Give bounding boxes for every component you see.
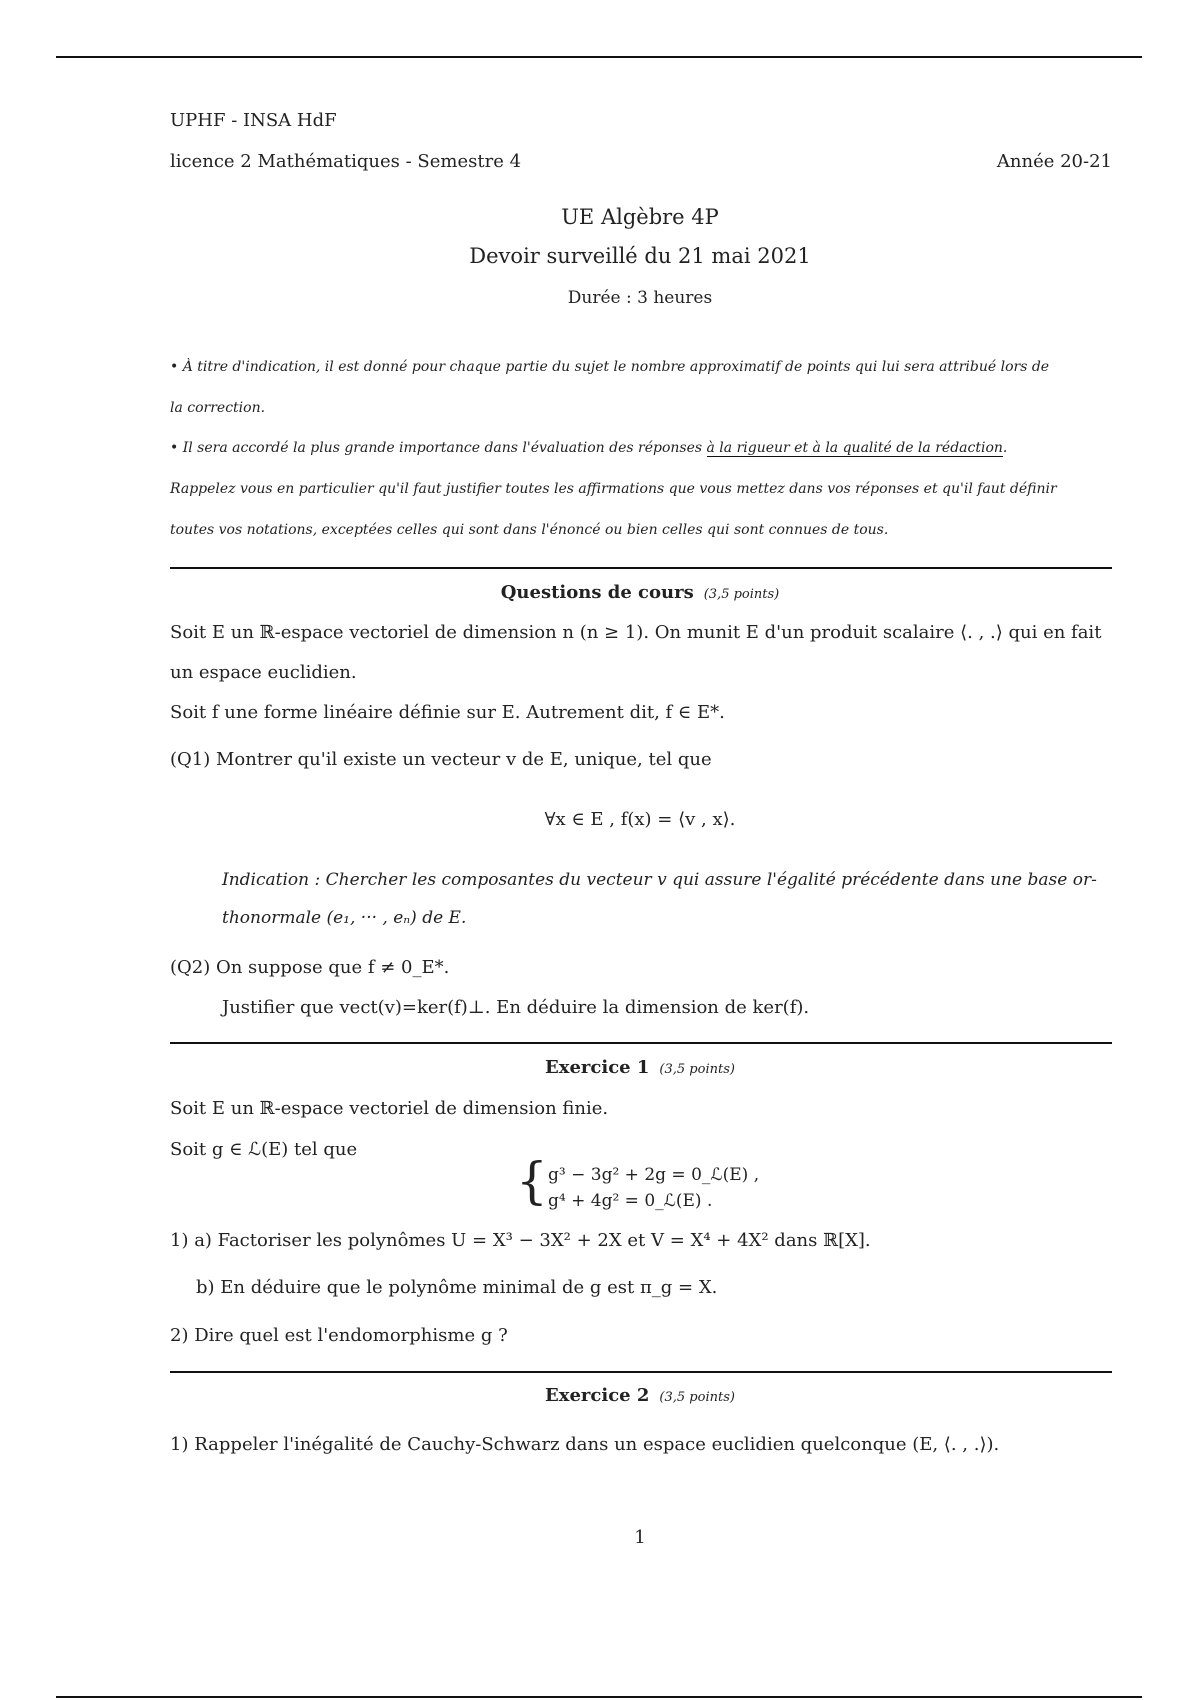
exam-duration: Durée : 3 heures bbox=[567, 288, 713, 308]
page-number: 1 bbox=[634, 1527, 646, 1548]
instruction-line-2: la correction. bbox=[170, 400, 266, 416]
system-equation-2: g⁴ + 4g² = 0_ℒ(E) . bbox=[548, 1191, 713, 1211]
section-rule-cours bbox=[170, 567, 1112, 569]
ex1-paragraph-1: Soit E un ℝ-espace vectoriel de dimension finie. bbox=[170, 1098, 609, 1119]
q1-formula: ∀x ∈ E , f(x) = ⟨v , x⟩. bbox=[544, 809, 736, 830]
academic-year: Année 20-21 bbox=[996, 151, 1112, 172]
instruction-line-5: toutes vos notations, exceptées celles qui sont dans l'énoncé ou bien celles qui sont connues de tous. bbox=[170, 522, 889, 538]
cours-paragraph-2: un espace euclidien. bbox=[170, 662, 357, 683]
institution: UPHF - INSA HdF bbox=[170, 110, 337, 131]
ex1-question-1b: b) En déduire que le polynôme minimal de g est π_g = X. bbox=[196, 1277, 718, 1298]
ex2-question-1: 1) Rappeler l'inégalité de Cauchy-Schwarz dans un espace euclidien quelconque (E, ⟨. , .⟩). bbox=[170, 1434, 1000, 1455]
cours-paragraph-1: Soit E un ℝ-espace vectoriel de dimension n (n ≥ 1). On munit E d'un produit scalaire ⟨. , .⟩ qui en fait bbox=[170, 622, 1102, 643]
section-title-ex1-label: Exercice 1 bbox=[545, 1057, 650, 1078]
indication-line-2: thonormale (e₁, ··· , eₙ) de E. bbox=[222, 908, 467, 928]
question-q2: (Q2) On suppose que f ≠ 0_E*. bbox=[170, 957, 450, 978]
section-title-ex2-label: Exercice 2 bbox=[545, 1385, 650, 1406]
bottom-rule bbox=[56, 1696, 1142, 1698]
instruction-emphasis: à la rigueur et à la qualité de la rédaction bbox=[706, 440, 1003, 456]
course-title: UE Algèbre 4P bbox=[561, 205, 719, 229]
section-points-ex1: (3,5 points) bbox=[659, 1062, 735, 1077]
question-q1: (Q1) Montrer qu'il existe un vecteur v de E, unique, tel que bbox=[170, 749, 712, 770]
section-rule-ex1 bbox=[170, 1042, 1112, 1044]
exam-title: Devoir surveillé du 21 mai 2021 bbox=[469, 244, 811, 268]
section-title-cours-label: Questions de cours bbox=[500, 582, 694, 603]
ex1-question-1a: 1) a) Factoriser les polynômes U = X³ − 3X² + 2X et V = X⁴ + 4X² dans ℝ[X]. bbox=[170, 1230, 871, 1251]
section-points-cours: (3,5 points) bbox=[703, 587, 780, 602]
instruction-line-3-start: • Il sera accordé la plus grande importance dans l'évaluation des réponses bbox=[170, 440, 707, 456]
ex1-question-2: 2) Dire quel est l'endomorphisme g ? bbox=[170, 1325, 508, 1346]
question-q2-part-b: Justifier que vect(v)=ker(f)⊥. En déduire la dimension de ker(f). bbox=[222, 997, 810, 1018]
ex1-paragraph-2: Soit g ∈ ℒ(E) tel que bbox=[170, 1139, 358, 1160]
cours-paragraph-3: Soit f une forme linéaire définie sur E. Autrement dit, f ∈ E*. bbox=[170, 702, 725, 723]
top-rule bbox=[56, 56, 1142, 58]
system-equation-1: g³ − 3g² + 2g = 0_ℒ(E) , bbox=[548, 1165, 760, 1185]
section-points-ex2: (3,5 points) bbox=[659, 1390, 735, 1405]
instruction-line-4: Rappelez vous en particulier qu'il faut justifier toutes les affirmations que vous mettez dans vos réponses et qu'il faut définir bbox=[170, 481, 1057, 497]
instruction-line-3 bbox=[170, 440, 1007, 456]
system-brace: { bbox=[516, 1152, 548, 1210]
program: licence 2 Mathématiques - Semestre 4 bbox=[170, 151, 522, 172]
section-title-ex2 bbox=[170, 1385, 1110, 1406]
instruction-line-3-end: . bbox=[1002, 440, 1008, 456]
indication-line-1: Indication : Chercher les composantes du vecteur v qui assure l'égalité précédente dans une base or- bbox=[222, 870, 1097, 890]
section-title-cours bbox=[170, 582, 1110, 603]
section-rule-ex2 bbox=[170, 1371, 1112, 1373]
instruction-line-1: • À titre d'indication, il est donné pour chaque partie du sujet le nombre approximatif de points qui lui sera attribué lors de bbox=[170, 359, 1050, 375]
section-title-ex1 bbox=[170, 1057, 1110, 1078]
